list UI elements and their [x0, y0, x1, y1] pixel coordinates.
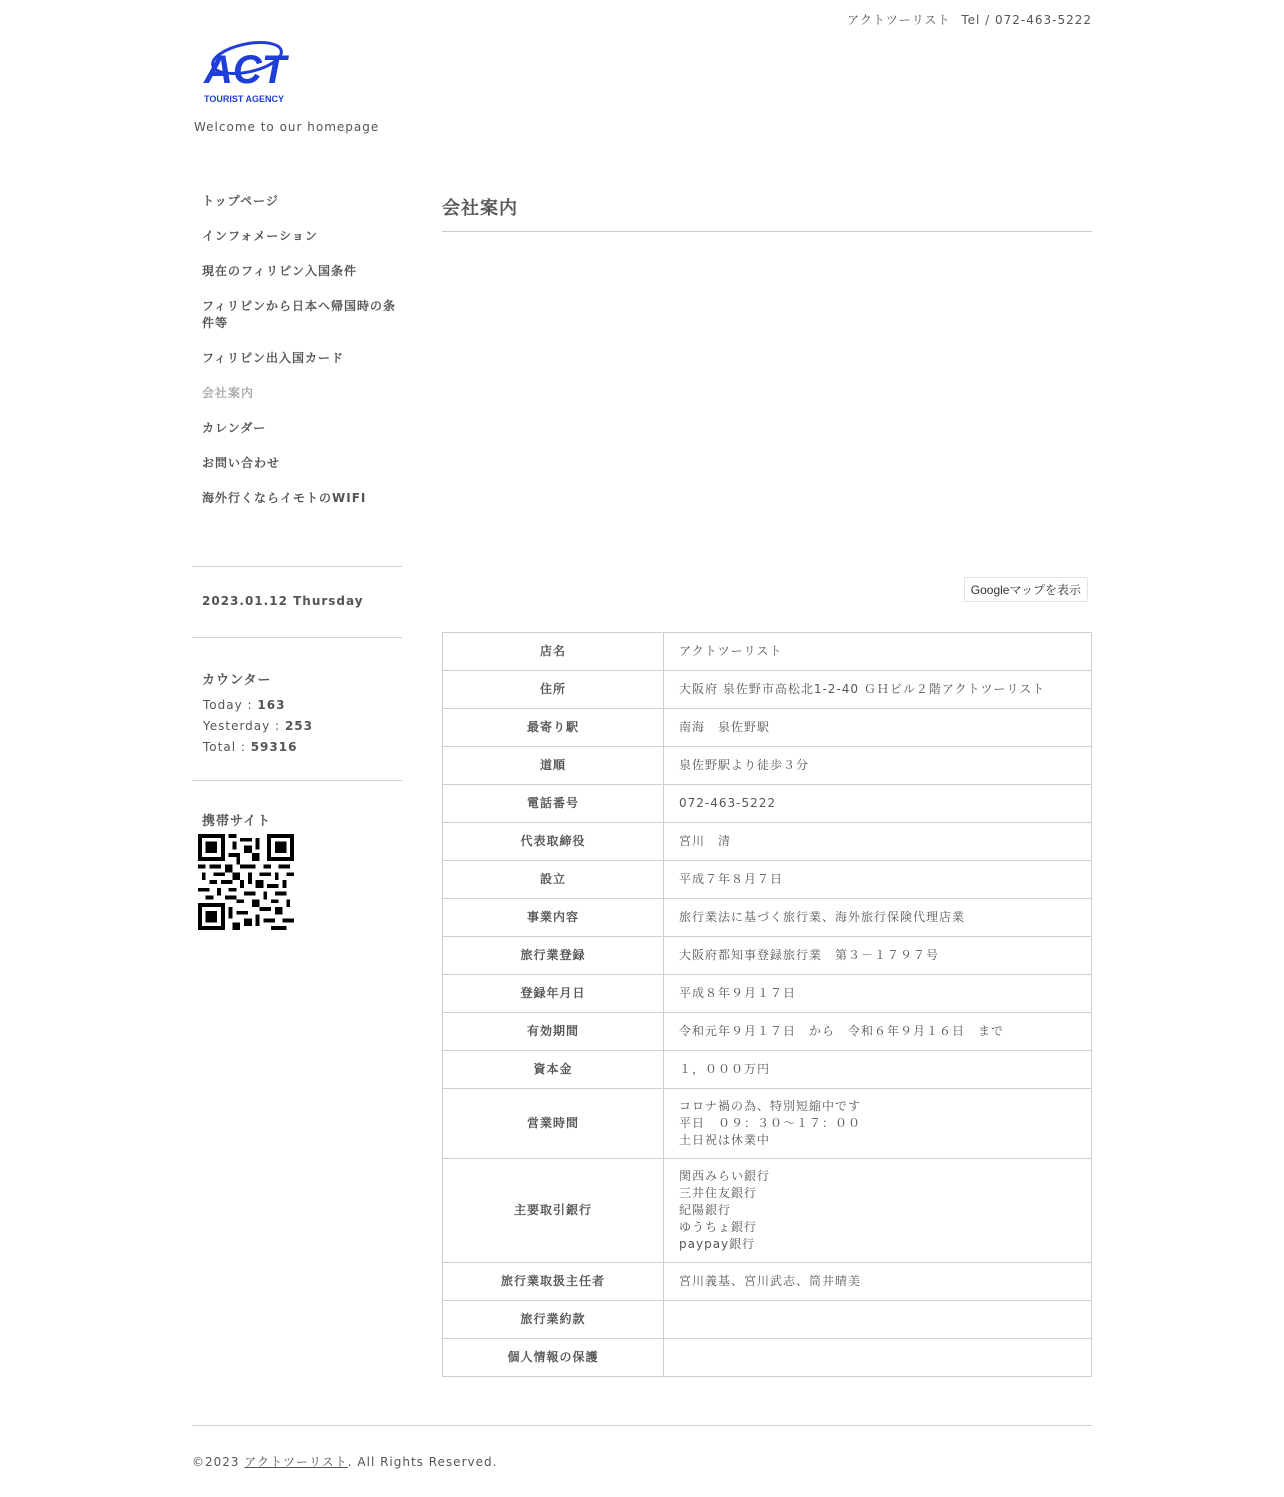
- company-info-table: [442, 632, 1092, 1377]
- row-label: 資本金: [443, 1051, 664, 1089]
- row-value: 泉佐野駅より徒歩３分: [664, 747, 1092, 785]
- row-value: 南海 泉佐野駅: [664, 709, 1092, 747]
- row-label: 営業時間: [443, 1089, 664, 1159]
- row-label: 個人情報の保護: [443, 1339, 664, 1377]
- show-google-map-button[interactable]: Googleマップを表示: [964, 577, 1088, 602]
- counter-today: Today : 163: [203, 698, 286, 712]
- counter-title: カウンター: [202, 673, 272, 688]
- footer-divider: [192, 1425, 1092, 1426]
- nav-item-immigration-card[interactable]: フィリピン出入国カード: [202, 351, 345, 365]
- row-label: 事業内容: [443, 899, 664, 937]
- table-row: [443, 861, 1092, 899]
- sidebar-date: 2023.01.12 Thursday: [202, 594, 364, 608]
- row-value: 大阪府 泉佐野市高松北1-2-40 ＧＨビル２階アクトツーリスト: [664, 671, 1092, 709]
- row-value: [664, 1159, 1092, 1263]
- row-value: 072-463-5222: [664, 785, 1092, 823]
- table-row: [443, 709, 1092, 747]
- row-value-line: 紀陽銀行: [679, 1203, 732, 1217]
- row-label: 旅行業約款: [443, 1301, 664, 1339]
- header-contact: [841, 11, 1092, 28]
- table-row: [443, 1301, 1092, 1339]
- svg-text:TOURIST AGENCY: TOURIST AGENCY: [204, 94, 285, 104]
- row-value: １，０００万円: [664, 1051, 1092, 1089]
- row-value: [664, 1301, 1092, 1339]
- act-logo[interactable]: [200, 38, 290, 108]
- header-company: アクトツーリスト: [847, 13, 951, 27]
- row-value: [664, 1339, 1092, 1377]
- row-label: 有効期間: [443, 1013, 664, 1051]
- table-row: [443, 937, 1092, 975]
- row-label: 道順: [443, 747, 664, 785]
- nav-item-wifi[interactable]: 海外行くならイモトのWIFI: [202, 491, 367, 505]
- table-row: [443, 633, 1092, 671]
- row-value-line: ゆうちょ銀行: [679, 1220, 758, 1234]
- counter-yesterday: Yesterday : 253: [203, 719, 313, 733]
- table-row: [443, 1159, 1092, 1263]
- row-value: アクトツーリスト: [664, 633, 1092, 671]
- table-row: [443, 1339, 1092, 1377]
- table-row: [443, 747, 1092, 785]
- row-label: 登録年月日: [443, 975, 664, 1013]
- row-value: 大阪府都知事登録旅行業 第３－１７９７号: [664, 937, 1092, 975]
- nav-item-company[interactable]: 会社案内: [202, 386, 255, 400]
- row-value-line: 三井住友銀行: [679, 1186, 758, 1200]
- qr-code-image: [198, 834, 294, 930]
- table-row: [443, 1013, 1092, 1051]
- footer-copyright: ©2023 アクトツーリスト. All Rights Reserved.: [192, 1455, 498, 1469]
- row-value: 旅行業法に基づく旅行業、海外旅行保険代理店業: [664, 899, 1092, 937]
- sidebar-nav: [202, 193, 402, 525]
- page-title: 会社案内: [442, 198, 518, 219]
- header-tel: Tel / 072-463-5222: [961, 13, 1092, 27]
- row-label: 設立: [443, 861, 664, 899]
- table-row: [443, 1051, 1092, 1089]
- nav-item-return-conditions[interactable]: フィリピンから日本へ帰国時の条件等: [202, 299, 397, 330]
- row-value: 平成７年８月７日: [664, 861, 1092, 899]
- table-row: [443, 899, 1092, 937]
- table-row: [443, 1089, 1092, 1159]
- row-value-line: paypay銀行: [679, 1237, 756, 1251]
- welcome-text: Welcome to our homepage: [194, 120, 380, 134]
- nav-item-calendar[interactable]: カレンダー: [202, 421, 267, 435]
- access-counter: [203, 695, 313, 758]
- row-label: 住所: [443, 671, 664, 709]
- row-value-line: 土日祝は休業中: [679, 1133, 771, 1147]
- row-value: 平成８年９月１７日: [664, 975, 1092, 1013]
- sidebar-divider: [192, 637, 402, 638]
- row-value: [664, 1089, 1092, 1159]
- counter-total: Total : 59316: [203, 740, 298, 754]
- nav-item-entry-conditions[interactable]: 現在のフィリピン入国条件: [202, 264, 358, 278]
- map-embed[interactable]: [442, 248, 1092, 608]
- row-label: 主要取引銀行: [443, 1159, 664, 1263]
- row-label: 旅行業登録: [443, 937, 664, 975]
- row-label: 店名: [443, 633, 664, 671]
- row-value: 令和元年９月１７日 から 令和６年９月１６日 まで: [664, 1013, 1092, 1051]
- row-label: 最寄り駅: [443, 709, 664, 747]
- footer-company-link[interactable]: アクトツーリスト: [244, 1455, 348, 1469]
- row-label: 旅行業取扱主任者: [443, 1263, 664, 1301]
- row-label: 代表取締役: [443, 823, 664, 861]
- svg-text:ACT: ACT: [204, 48, 287, 92]
- row-label: 電話番号: [443, 785, 664, 823]
- nav-item-information[interactable]: インフォメーション: [202, 229, 318, 243]
- row-value: 宮川 清: [664, 823, 1092, 861]
- table-row: [443, 823, 1092, 861]
- nav-item-contact[interactable]: お問い合わせ: [202, 456, 281, 470]
- row-value-line: 平日 ０９：３０～１７：００: [679, 1116, 862, 1130]
- sidebar-divider: [192, 780, 402, 781]
- row-value: 宮川義基、宮川武志、筒井晴美: [664, 1263, 1092, 1301]
- nav-item-top[interactable]: トップページ: [202, 194, 279, 208]
- sidebar-divider: [192, 566, 402, 567]
- table-row: [443, 1263, 1092, 1301]
- row-value-line: 関西みらい銀行: [679, 1169, 771, 1183]
- row-value-line: コロナ禍の為、特別短縮中です: [679, 1099, 862, 1113]
- mobile-site-title: 携帯サイト: [202, 814, 272, 829]
- title-divider: [442, 231, 1092, 232]
- table-row: [443, 975, 1092, 1013]
- table-row: [443, 671, 1092, 709]
- table-row: [443, 785, 1092, 823]
